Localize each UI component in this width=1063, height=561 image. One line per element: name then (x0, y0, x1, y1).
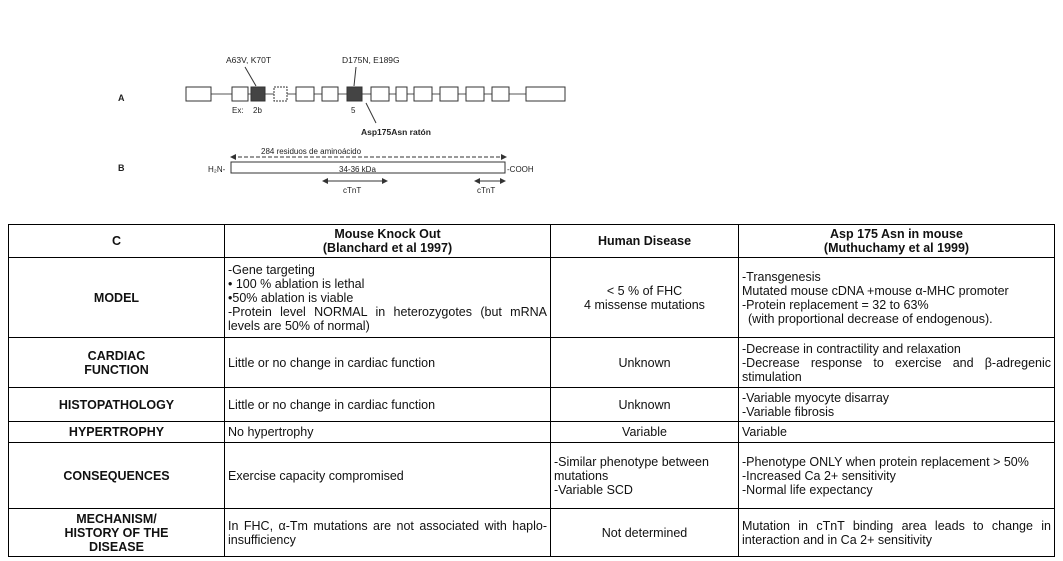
arrowhead (474, 178, 480, 184)
exon-prefix-label: Ex: (232, 106, 244, 115)
exon-box (371, 87, 389, 101)
mutation-pointer-right (354, 67, 356, 86)
cell-line: -Protein replacement = 32 to 63% (742, 297, 929, 312)
exon-box-dashed (274, 87, 287, 101)
cell-line: 4 missense mutations (584, 297, 705, 312)
cell-line: -Gene targeting (228, 262, 315, 277)
model-human-cell (551, 258, 739, 338)
exon-2b-box (251, 87, 265, 101)
asp-title: Asp 175 Asn in mouse (830, 227, 963, 241)
model-ko-cell (225, 258, 551, 338)
exon-5-box (347, 87, 362, 101)
comparison-table (8, 224, 1055, 557)
mutation-label-right: D175N, E189G (342, 55, 400, 65)
label-line: MECHANISM/ (76, 511, 157, 526)
table-row-model (9, 258, 1055, 338)
histo-asp-cell (739, 388, 1055, 422)
residues-label: 284 residuos de aminoácido (261, 147, 362, 156)
asp-ref: (Muthuchamy et al 1999) (823, 241, 970, 255)
conseq-ko-cell: Exercise capacity compromised (225, 443, 551, 509)
exon-box (492, 87, 509, 101)
panel-a-label: A (118, 93, 125, 103)
row-label-histopathology: HISTOPATHOLOGY (9, 388, 225, 422)
cardiac-asp-cell (739, 338, 1055, 388)
exon-box (186, 87, 211, 101)
ctnt-label-right: cTnT (477, 186, 496, 195)
model-asp-cell (739, 258, 1055, 338)
histo-human-cell: Unknown (551, 388, 739, 422)
table-row-consequences (9, 443, 1055, 509)
cell-line: -Variable SCD (554, 482, 633, 497)
cell-line: -Phenotype ONLY when protein replacement > 50% (742, 454, 1029, 469)
header-c: C (9, 225, 225, 258)
label-line: HISTORY OF THE (64, 525, 169, 540)
header-row (9, 225, 1055, 258)
exon-5-label: 5 (351, 106, 356, 115)
mutation-pointer-left (245, 67, 256, 86)
exon-box (414, 87, 432, 101)
cell-line: -Similar phenotype between mutations (554, 454, 709, 483)
arrowhead (382, 178, 388, 184)
mech-asp-cell: Mutation in cTnT binding area leads to change in interaction and in Ca 2+ sensitivity (739, 509, 1055, 557)
hyper-human-cell: Variable (551, 422, 739, 443)
cell-line: -Transgenesis (742, 269, 821, 284)
cell-line: -Increased Ca 2+ sensitivity (742, 468, 896, 483)
cell-line: • 100 % ablation is lethal (228, 276, 365, 291)
header-mouse-ko (225, 225, 551, 258)
mutation-label-left: A63V, K70T (226, 55, 272, 65)
header-human-disease: Human Disease (551, 225, 739, 258)
mouse-ko-ref: (Blanchard et al 1997) (322, 241, 453, 255)
arrowhead (500, 178, 506, 184)
row-label-cardiac (9, 338, 225, 388)
cell-line: -Decrease response to exercise and β-adregenic stimulation (742, 355, 1051, 384)
cell-line: < 5 % of FHC (606, 283, 683, 298)
cell-line: Mutated mouse cDNA +mouse α-MHC promoter (742, 283, 1009, 298)
cell-line: -Variable myocyte disarray (742, 390, 890, 405)
table-row-mechanism (9, 509, 1055, 557)
cardiac-ko-cell: Little or no change in cardiac function (225, 338, 551, 388)
ctnt-label-left: cTnT (343, 186, 362, 195)
mass-label: 34-36 kDa (339, 165, 376, 174)
conseq-asp-cell (739, 443, 1055, 509)
exon-map (186, 87, 565, 101)
exon-box (526, 87, 565, 101)
table-row-histopathology (9, 388, 1055, 422)
arrowhead (501, 154, 507, 160)
asp175asn-label: Asp175Asn ratón (361, 127, 431, 137)
row-label-hypertrophy: HYPERTROPHY (9, 422, 225, 443)
label-line: FUNCTION (84, 362, 149, 377)
label-line: DISEASE (89, 539, 144, 554)
row-label-mechanism (9, 509, 225, 557)
cell-line: -Variable fibrosis (742, 404, 835, 419)
cell-line: -Protein level NORMAL in heterozygotes (but mRNA levels are 50% of normal) (228, 304, 547, 333)
label-line: CARDIAC (87, 348, 146, 363)
table-row-cardiac (9, 338, 1055, 388)
mech-human-cell: Not determined (551, 509, 739, 557)
cell-line: (with proportional decrease of endogenous). (748, 311, 993, 326)
hyper-asp-cell: Variable (739, 422, 1055, 443)
panel-b-label: B (118, 163, 125, 173)
exon-box (322, 87, 338, 101)
mouse-ko-title: Mouse Knock Out (334, 227, 441, 241)
row-label-consequences: CONSEQUENCES (9, 443, 225, 509)
figure-drawing (0, 0, 1063, 215)
row-label-model: MODEL (9, 258, 225, 338)
c-terminus-label: -COOH (507, 165, 534, 174)
table-row-hypertrophy (9, 422, 1055, 443)
cardiac-human-cell: Unknown (551, 338, 739, 388)
exon-box (296, 87, 314, 101)
exon-box (232, 87, 248, 101)
asp-pointer (366, 103, 376, 123)
hyper-ko-cell: No hypertrophy (225, 422, 551, 443)
n-terminus-label: H₂N- (208, 165, 226, 174)
header-asp175asn (739, 225, 1055, 258)
gene-protein-figure (0, 0, 1063, 215)
histo-ko-cell: Little or no change in cardiac function (225, 388, 551, 422)
conseq-human-cell (551, 443, 739, 509)
exon-box (396, 87, 407, 101)
cell-line: -Decrease in contractility and relaxation (742, 341, 961, 356)
cell-line: -Normal life expectancy (742, 482, 873, 497)
exon-box (466, 87, 484, 101)
cell-line: •50% ablation is viable (228, 290, 354, 305)
mech-ko-cell: In FHC, α-Tm mutations are not associated with haplo-insufficiency (225, 509, 551, 557)
exon-2b-label: 2b (253, 106, 262, 115)
arrowhead (322, 178, 328, 184)
exon-box (440, 87, 458, 101)
arrowhead (230, 154, 236, 160)
